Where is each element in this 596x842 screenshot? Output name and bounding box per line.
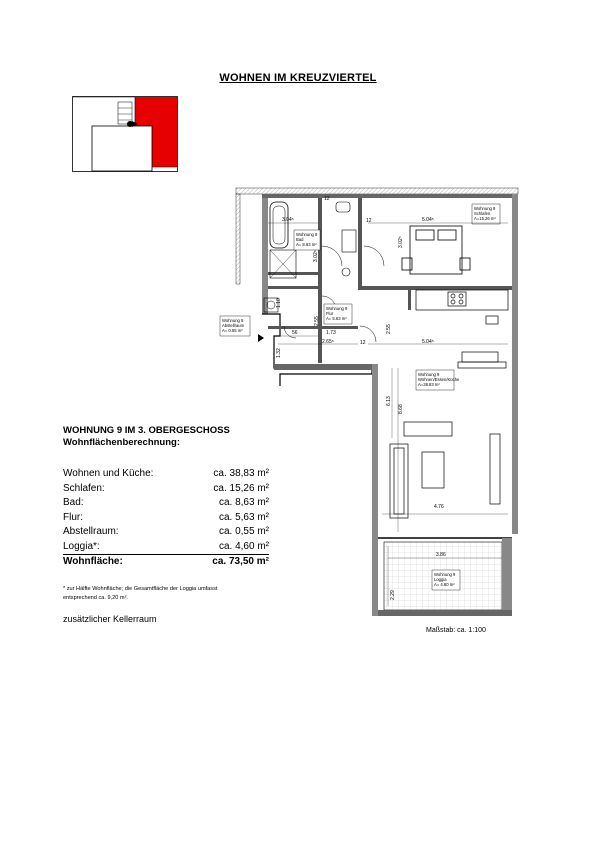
dim-text: 1.73 <box>326 330 336 336</box>
dim-text: 2.65⁵ <box>322 339 334 345</box>
sink-icon <box>342 230 356 252</box>
svg-text:Wohnung 9: Wohnung 9 <box>474 206 496 211</box>
svg-text:A= 5.63 m²: A= 5.63 m² <box>326 316 347 321</box>
dim-text: 2.55 <box>386 324 392 334</box>
svg-text:Wohnung 9: Wohnung 9 <box>222 318 244 323</box>
bathtub-icon <box>270 202 288 248</box>
dim-text: 6.13 <box>386 396 392 406</box>
room-label-abstellraum <box>220 316 250 336</box>
dim-text: 5.04⁵ <box>422 339 434 345</box>
dim-text: 12 <box>366 218 372 224</box>
room-label-flur <box>324 304 352 324</box>
dim-text: 3.02⁵ <box>313 250 319 262</box>
dim-text: 56 <box>292 330 298 336</box>
area-row: Wohnen und Küche: ca. 38,83 m² <box>63 468 269 479</box>
dim-text: 2.29 <box>390 590 396 600</box>
svg-text:A= 0.55 m²: A= 0.55 m² <box>222 328 243 333</box>
svg-text:A= 4.60 m²: A= 4.60 m² <box>434 582 455 587</box>
dim-text: 4.76 <box>434 504 444 510</box>
stove-icon <box>448 292 466 306</box>
calculation-subtitle: Wohnflächenberechnung: <box>63 437 180 448</box>
washing-machine-icon <box>342 268 350 276</box>
area-total-row: Wohnfläche: ca. 73,50 m² <box>63 554 269 570</box>
area-row: Abstellraum: ca. 0,55 m² <box>63 526 269 537</box>
dim-text: 1.32 <box>276 348 282 358</box>
apartment-title: WOHNUNG 9 IM 3. OBERGESCHOSS <box>63 425 230 436</box>
footnote: * zur Hälfte Wohnfläche; die Gesamtfläche der Loggia umfasst entsprechend ca. 9,20 m². <box>63 586 218 601</box>
dim-text: 12 <box>324 196 330 202</box>
svg-text:Loggia: Loggia <box>434 577 447 582</box>
sideboard-icon <box>490 434 500 504</box>
dim-text: 12 <box>360 340 366 346</box>
svg-text:Wohnung 9: Wohnung 9 <box>296 232 318 237</box>
apartment-heading <box>63 425 230 449</box>
svg-text:A=38.83 m²: A=38.83 m² <box>418 382 440 387</box>
toilet-icon <box>336 202 350 212</box>
svg-text:A=15.26 m²: A=15.26 m² <box>474 216 496 221</box>
area-table <box>63 467 269 570</box>
svg-text:Abstellraum: Abstellraum <box>222 323 245 328</box>
room-label-schlafen <box>472 204 500 224</box>
dim-text: 3.86 <box>436 552 446 558</box>
key-plan <box>72 96 178 172</box>
svg-text:A= 8.63 m²: A= 8.63 m² <box>296 242 317 247</box>
dim-text: 1.10 <box>276 298 282 308</box>
svg-text:Wohnung 9: Wohnung 9 <box>418 372 440 377</box>
svg-text:Flur: Flur <box>326 311 334 316</box>
room-label-loggia <box>432 570 460 590</box>
svg-text:Wohnung 9: Wohnung 9 <box>434 572 456 577</box>
area-row: Flur: ca. 5,63 m² <box>63 511 269 523</box>
svg-text:Schlafen: Schlafen <box>474 211 491 216</box>
kitchen-counter <box>416 290 508 368</box>
page-title: WOHNEN IM KREUZVIERTEL <box>219 72 377 84</box>
bed-icon <box>402 226 470 274</box>
room-label-wohnen <box>416 370 460 390</box>
coffee-table-icon <box>422 452 444 488</box>
scale-note: Maßstab: ca. 1:100 <box>426 627 486 634</box>
dim-text: 8.68 <box>398 404 404 414</box>
extra-note: zusätzlicher Kellerraum <box>63 614 157 624</box>
kitchen-sink-icon <box>486 316 498 324</box>
dim-text: 2.55 <box>314 316 320 326</box>
svg-text:Bad: Bad <box>296 237 304 242</box>
entrance-arrow-icon <box>258 334 264 342</box>
area-row: Schlafen: ca. 15,26 m² <box>63 482 269 494</box>
svg-text:Wohnen/Essen/Küche: Wohnen/Essen/Küche <box>418 377 460 382</box>
svg-text:Wohnung 9: Wohnung 9 <box>326 306 348 311</box>
area-row: Loggia*: ca. 4,60 m² <box>63 540 269 552</box>
area-row: Bad: ca. 8,63 m² <box>63 497 269 508</box>
dim-text: 5.04⁵ <box>422 217 434 223</box>
dim-text: 3.02⁵ <box>398 236 404 248</box>
dim-text: 3.04⁵ <box>282 217 294 223</box>
room-label-bad <box>294 230 320 250</box>
